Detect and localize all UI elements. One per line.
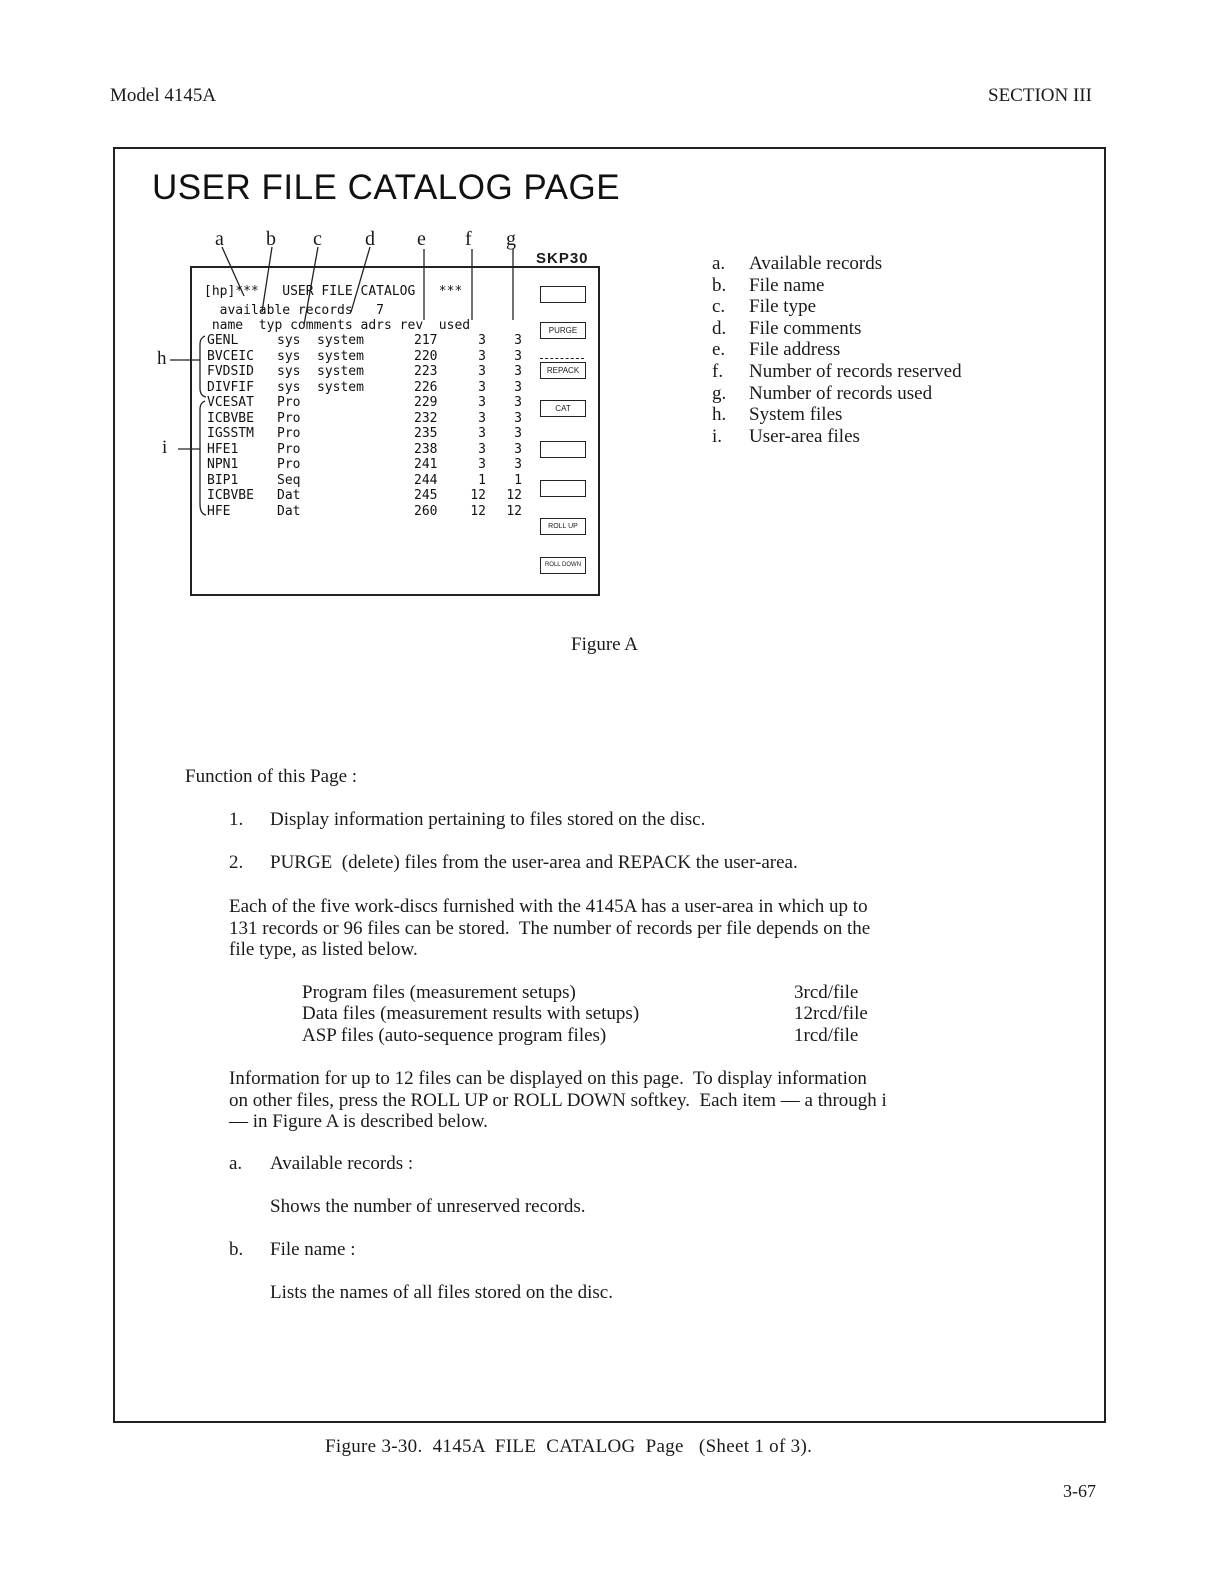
- legend-text: Number of records used: [749, 382, 933, 404]
- file-row-typ: Pro: [277, 441, 301, 457]
- file-row-used: 1: [514, 472, 522, 488]
- legend-key: a.: [712, 253, 726, 274]
- file-row-rev: 3: [478, 333, 486, 348]
- callout-letter-e: e: [417, 228, 426, 250]
- file-row-adrs: 232: [414, 410, 438, 426]
- callout-letter-g: g: [506, 228, 516, 250]
- file-row-typ: sys: [277, 364, 301, 379]
- file-row-rev: 12: [470, 503, 486, 519]
- softkey-roll-up[interactable]: ROLL UP: [540, 518, 586, 535]
- callout-letter-f: f: [465, 228, 472, 250]
- file-size-data: 12rcd/file: [794, 1003, 868, 1024]
- file-size-asp: 1rcd/file: [794, 1025, 859, 1046]
- file-row-adrs: 223: [414, 364, 438, 379]
- file-row-name: IGSSTM: [207, 426, 254, 441]
- item-a-key: a.: [229, 1153, 243, 1174]
- file-row-rev: 12: [470, 488, 486, 503]
- file-row-used: 3: [514, 395, 522, 410]
- legend-key: b.: [712, 274, 727, 296]
- file-row-adrs: 220: [414, 348, 438, 364]
- file-type-asp: ASP files (auto-sequence program files): [302, 1025, 607, 1046]
- callout-letter-c: c: [313, 228, 322, 250]
- item-b-key: b.: [229, 1239, 244, 1260]
- para2-line3: — in Figure A is described below.: [229, 1111, 488, 1132]
- legend-key: i.: [712, 425, 723, 447]
- model-header: Model 4145A: [110, 85, 217, 106]
- file-type-program: Program files (measurement setups): [302, 982, 576, 1003]
- legend-key: d.: [712, 317, 727, 339]
- file-row-adrs: 260: [414, 503, 438, 519]
- softkey-purge[interactable]: PURGE: [540, 322, 586, 339]
- file-row-name: GENL: [207, 333, 239, 348]
- function-2-num: 2.: [229, 852, 244, 873]
- legend-key: g.: [712, 382, 727, 404]
- section-header: SECTION III: [988, 85, 1092, 106]
- file-row-name: ICBVBE: [207, 488, 254, 503]
- legend-item: [712, 339, 962, 361]
- function-1-num: 1.: [229, 809, 244, 830]
- legend-text: File address: [749, 339, 841, 361]
- legend-text: File comments: [749, 317, 862, 339]
- file-row-adrs: 244: [414, 472, 438, 488]
- legend-item: [712, 361, 962, 383]
- legend-text: System files: [749, 404, 843, 426]
- bracket-label-h: h: [157, 348, 167, 369]
- file-row-typ: Pro: [277, 457, 301, 472]
- figure-a-caption: Figure A: [571, 634, 639, 655]
- softkey-roll-down[interactable]: ROLL DOWN: [540, 557, 586, 574]
- legend-key: h.: [712, 404, 727, 426]
- file-row-typ: sys: [277, 333, 301, 348]
- figure-caption: Figure 3-30. 4145A FILE CATALOG Page (Sheet 1 of 3).: [325, 1436, 813, 1457]
- file-row-typ: sys: [277, 379, 301, 395]
- file-row-typ: Pro: [277, 395, 301, 410]
- legend-item: [712, 383, 962, 405]
- file-row-adrs: 238: [414, 441, 438, 457]
- softkey-blank-4[interactable]: [540, 480, 586, 497]
- file-size-program: 3rcd/file: [794, 982, 859, 1003]
- file-row-rev: 3: [478, 457, 486, 472]
- file-row-rev: 1: [478, 472, 486, 488]
- file-row-adrs: 226: [414, 379, 438, 395]
- file-row-typ: Seq: [277, 472, 301, 488]
- callout-letter-a: a: [215, 228, 224, 250]
- file-row-rev: 3: [478, 364, 486, 379]
- available-records-line: available records 7: [204, 303, 385, 318]
- legend-text: Number of records reserved: [749, 360, 962, 382]
- file-row-typ: Dat: [277, 488, 301, 503]
- item-b-desc: Lists the names of all files stored on the disc.: [270, 1282, 613, 1303]
- softkey-repack[interactable]: REPACK: [540, 362, 586, 379]
- legend-text: File name: [749, 274, 825, 296]
- file-row-typ: Pro: [277, 426, 301, 441]
- file-row-name: HFE: [207, 503, 231, 519]
- file-row-used: 3: [514, 333, 522, 348]
- legend-item: [712, 426, 962, 448]
- function-title: Function of this Page :: [185, 766, 358, 787]
- para1-line2: 131 records or 96 files can be stored. The number of records per file depends on the: [229, 918, 871, 939]
- para2-line1: Information for up to 12 files can be displayed on this page. To display information: [229, 1068, 867, 1089]
- file-row-used: 3: [514, 379, 522, 395]
- item-a-title: Available records :: [270, 1153, 414, 1174]
- legend-key: c.: [712, 296, 726, 318]
- file-row-used: 3: [514, 410, 522, 426]
- file-row-rev: 3: [478, 410, 486, 426]
- file-row-used: 3: [514, 441, 522, 457]
- file-type-data: Data files (measurement results with setups): [302, 1003, 640, 1024]
- file-row-adrs: 235: [414, 426, 438, 441]
- legend-key: f.: [712, 360, 724, 382]
- file-row-comments: system: [317, 348, 364, 364]
- file-row-used: 3: [514, 426, 522, 441]
- file-row-typ: Pro: [277, 410, 301, 426]
- page-number: 3-67: [1063, 1481, 1096, 1501]
- file-row-adrs: 245: [414, 488, 438, 503]
- file-row-name: ICBVBE: [207, 410, 254, 426]
- legend-text: File type: [749, 296, 817, 318]
- para1-line1: Each of the five work-discs furnished with the 4145A has a user-area in which up to: [229, 896, 868, 917]
- file-row-rev: 3: [478, 379, 486, 395]
- column-header-line: name typ comments adrs rev used: [204, 318, 471, 333]
- softkey-blank-1[interactable]: [540, 286, 586, 303]
- file-row-typ: Dat: [277, 503, 301, 519]
- file-row-name: VCESAT: [207, 395, 254, 410]
- item-b-title: File name :: [270, 1239, 356, 1260]
- file-row-used: 3: [514, 457, 522, 472]
- legend-key: e.: [712, 339, 726, 361]
- legend-item: [712, 275, 962, 297]
- legend-item: [712, 253, 962, 275]
- file-row-rev: 3: [478, 348, 486, 364]
- legend-list: [712, 253, 962, 447]
- page-title: USER FILE CATALOG PAGE: [152, 168, 621, 207]
- item-a-desc: Shows the number of unreserved records.: [270, 1196, 586, 1217]
- legend-text: Available records: [749, 253, 883, 274]
- function-1-text: Display information pertaining to files stored on the disc.: [270, 809, 706, 830]
- legend-item: [712, 404, 962, 426]
- file-row-name: DIVFIF: [207, 379, 254, 395]
- file-row-rev: 3: [478, 441, 486, 457]
- file-row-comments: system: [317, 364, 364, 379]
- file-row-adrs: 241: [414, 457, 438, 472]
- legend-item: [712, 296, 962, 318]
- function-2-text: PURGE (delete) files from the user-area and REPACK the user-area.: [270, 852, 798, 873]
- file-row-rev: 3: [478, 395, 486, 410]
- bracket-label-i: i: [162, 437, 168, 458]
- callout-letter-d: d: [365, 228, 375, 250]
- screen-title-line: [hp]*** USER FILE CATALOG ***: [204, 284, 463, 299]
- file-row-used: 3: [514, 348, 522, 364]
- softkey-blank-3[interactable]: [540, 441, 586, 458]
- file-row-comments: system: [317, 333, 364, 348]
- file-row-name: HFE1: [207, 441, 239, 457]
- callout-letter-b: b: [266, 228, 276, 250]
- para2-line2: on other files, press the ROLL UP or ROLL DOWN softkey. Each item — a through i: [229, 1090, 887, 1111]
- file-row-rev: 3: [478, 426, 486, 441]
- file-row-adrs: 217: [414, 333, 438, 348]
- legend-text: User-area files: [749, 425, 860, 447]
- file-row-used: 3: [514, 364, 522, 379]
- file-row-name: BVCEIC: [207, 348, 254, 364]
- file-row-name: FVDSID: [207, 364, 254, 379]
- file-row-typ: sys: [277, 348, 301, 364]
- file-row-name: BIP1: [207, 472, 239, 488]
- file-row-name: NPN1: [207, 457, 239, 472]
- skp-label: SKP30: [536, 250, 589, 267]
- file-row-comments: system: [317, 379, 364, 395]
- file-row-adrs: 229: [414, 395, 438, 410]
- legend-item: [712, 318, 962, 340]
- file-row-used: 12: [506, 503, 522, 519]
- softkey-cat[interactable]: CAT: [540, 400, 586, 417]
- file-row-used: 12: [506, 488, 522, 503]
- para1-line3: file type, as listed below.: [229, 939, 418, 960]
